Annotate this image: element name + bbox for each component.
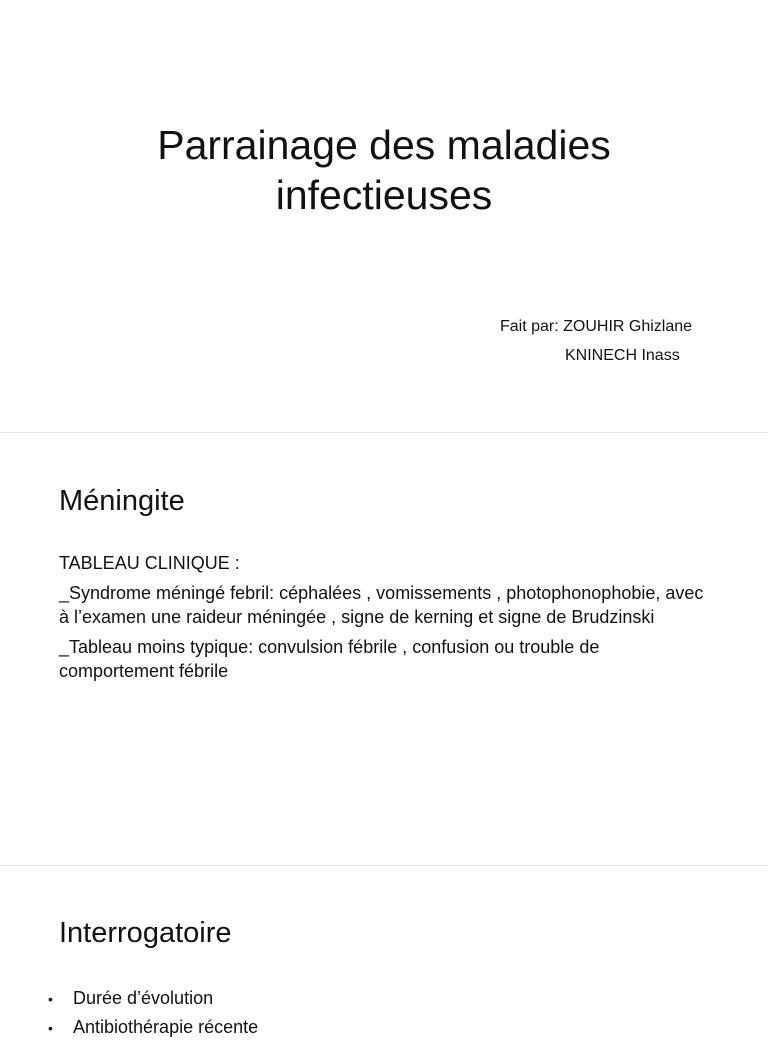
title-line-2: infectieuses xyxy=(275,172,493,218)
bullet-text: Antibiothérapie récente xyxy=(73,1017,259,1037)
list-item xyxy=(48,984,258,1013)
bullet-list xyxy=(48,984,258,1042)
title-slide xyxy=(0,0,768,432)
slide-body xyxy=(59,551,709,689)
title-line-1: Parrainage des maladies xyxy=(157,122,611,168)
interrogatoire-slide xyxy=(0,866,768,1037)
meningite-slide xyxy=(0,433,768,865)
authors-block xyxy=(440,312,760,370)
bullet-icon: • xyxy=(48,991,53,1007)
presentation-title xyxy=(80,120,688,220)
author-line-2: KNINECH Inass xyxy=(565,347,680,364)
bullet-text: Durée d’évolution xyxy=(73,988,214,1008)
author-line-1: Fait par: ZOUHIR Ghizlane xyxy=(500,318,693,335)
list-item xyxy=(48,1013,258,1042)
bullet-icon: • xyxy=(48,1020,53,1036)
paragraph-syndrome: _Syndrome méningé febril: céphalées , vomissements , photophonophobie, avec à l’examen une raideur méningée , signe de kerning et signe de Brudzinski xyxy=(59,583,704,627)
clinical-label: TABLEAU CLINIQUE : xyxy=(59,553,240,573)
slide-heading: Interrogatoire xyxy=(59,917,232,949)
paragraph-atypical: _Tableau moins typique: convulsion fébrile , confusion ou trouble de comportement fébrile xyxy=(59,637,600,681)
slide-heading: Méningite xyxy=(59,485,185,517)
